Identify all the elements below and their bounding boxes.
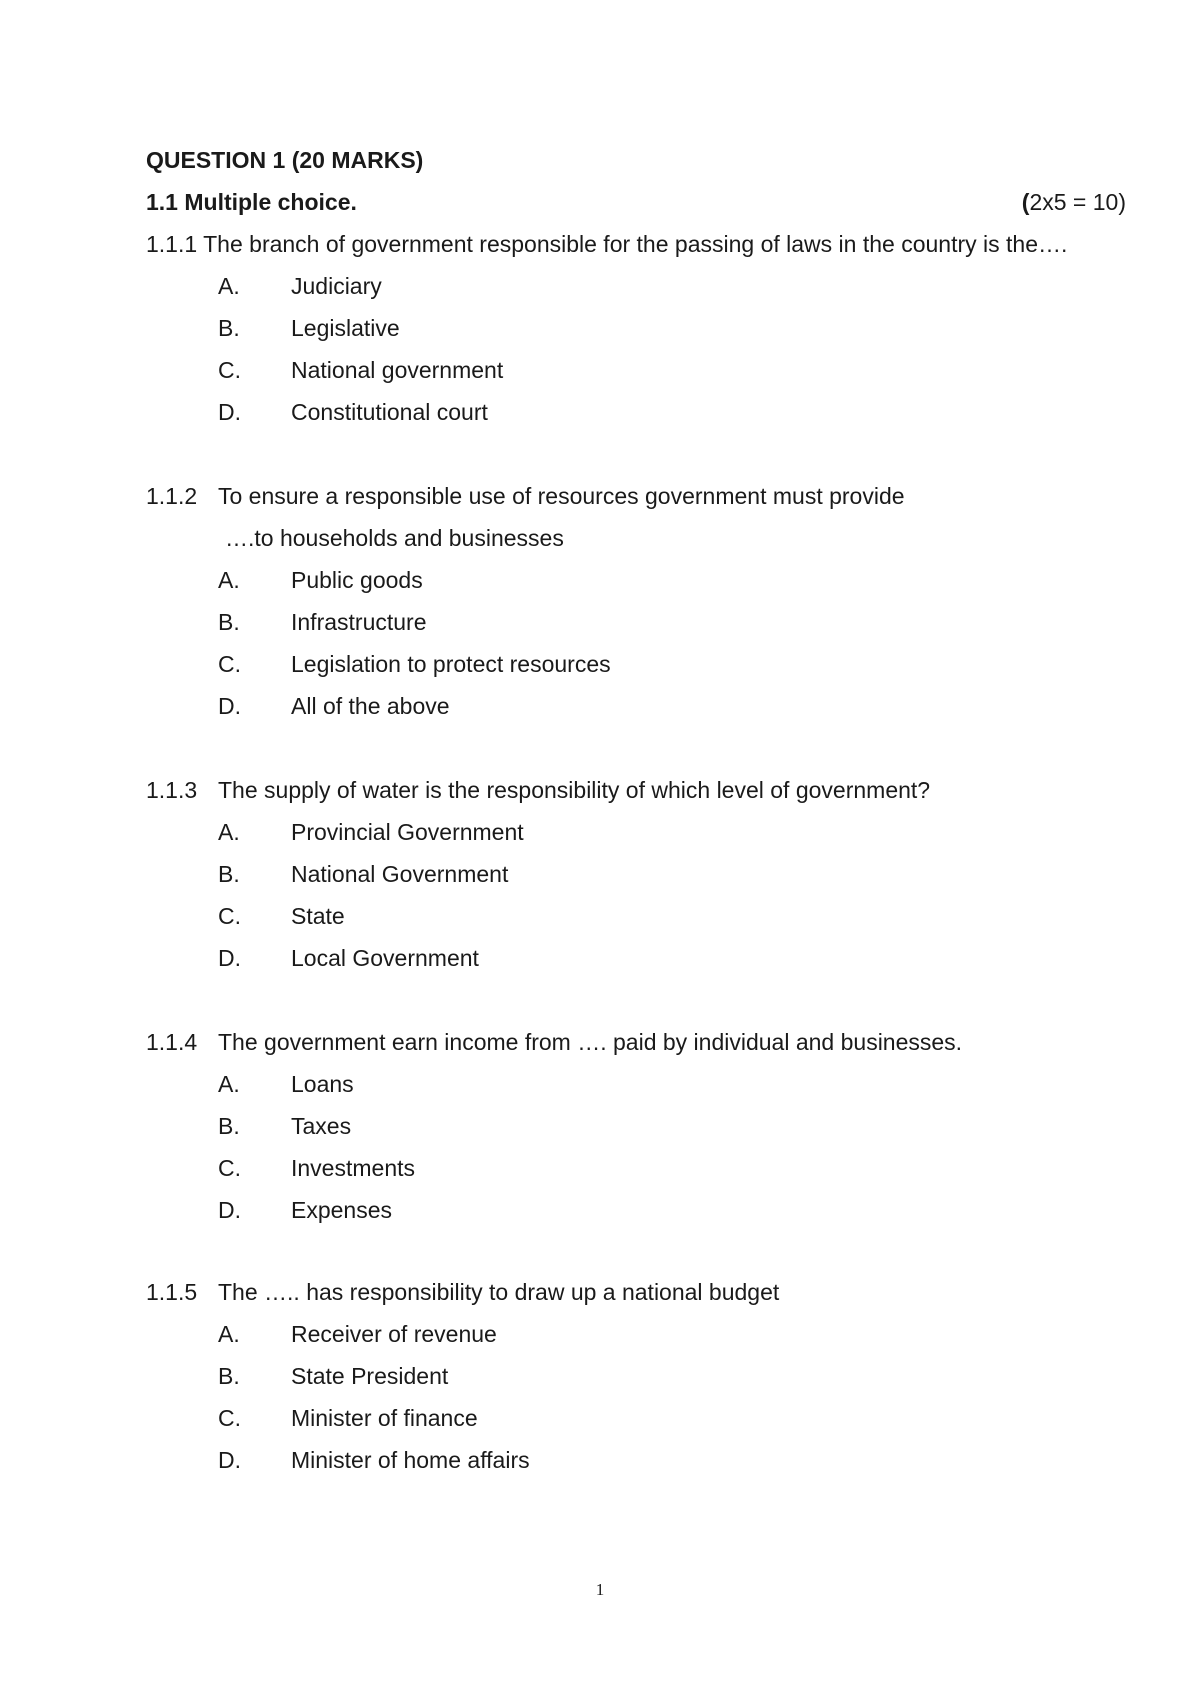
page-number: 1 (595, 1580, 605, 1599)
option-text: Infrastructure (291, 609, 427, 635)
option-letter: A. (218, 819, 240, 845)
option-text: National Government (291, 861, 509, 887)
option-letter: B. (218, 861, 240, 887)
option-text: Receiver of revenue (291, 1321, 497, 1347)
option-text: Minister of finance (291, 1405, 478, 1431)
option-text: State President (291, 1363, 449, 1389)
option-letter: B. (218, 1113, 240, 1139)
question-number: 1.1.5 (146, 1279, 198, 1305)
section-marks (1022, 188, 1126, 216)
option-text: Minister of home affairs (291, 1447, 530, 1473)
question-title: QUESTION 1 (20 MARKS) (146, 147, 424, 173)
question-number: 1.1.3 (146, 777, 198, 803)
option-text: Local Government (291, 945, 479, 971)
question-number: 1.1.4 (146, 1029, 198, 1055)
option-letter: D. (218, 1197, 241, 1223)
question-stem-continued: ….to households and businesses (225, 525, 564, 551)
option-letter: D. (218, 945, 241, 971)
question-stem: The ….. has responsibility to draw up a national budget (218, 1279, 780, 1305)
section-marks-bracket: ( (1021, 189, 1030, 215)
option-text: Public goods (291, 567, 423, 593)
question-stem: 1.1.1 The branch of government responsible for the passing of laws in the country is the…. (146, 231, 1068, 257)
option-text: Legislation to protect resources (291, 651, 611, 677)
option-letter: A. (218, 567, 240, 593)
question-number: 1.1.2 (146, 483, 198, 509)
question-stem: The government earn income from …. paid by individual and businesses. (218, 1029, 963, 1055)
section-title: 1.1 Multiple choice. (146, 189, 357, 215)
option-text: Loans (291, 1071, 354, 1097)
option-letter: D. (218, 399, 241, 425)
option-letter: A. (218, 1321, 240, 1347)
option-text: Legislative (291, 315, 400, 341)
option-text: Expenses (291, 1197, 393, 1223)
option-letter: C. (218, 357, 241, 383)
option-letter: C. (218, 1155, 241, 1181)
option-text: Constitutional court (291, 399, 488, 425)
option-letter: B. (218, 315, 240, 341)
question-stem: The supply of water is the responsibility of which level of government? (218, 777, 931, 803)
option-letter: D. (218, 1447, 241, 1473)
option-text: State (291, 903, 345, 929)
option-letter: C. (218, 903, 241, 929)
option-letter: C. (218, 651, 241, 677)
option-letter: A. (218, 1071, 240, 1097)
option-text: All of the above (291, 693, 450, 719)
option-letter: B. (218, 1363, 240, 1389)
option-text: Investments (291, 1155, 415, 1181)
option-text: Taxes (291, 1113, 352, 1139)
option-text: National government (291, 357, 504, 383)
option-text: Judiciary (291, 273, 382, 299)
option-letter: C. (218, 1405, 241, 1431)
option-text: Provincial Government (291, 819, 524, 845)
option-letter: D. (218, 693, 241, 719)
section-marks-value: 2x5 = 10) (1029, 189, 1126, 215)
question-stem: To ensure a responsible use of resources government must provide (218, 483, 905, 509)
option-letter: A. (218, 273, 240, 299)
option-letter: B. (218, 609, 240, 635)
